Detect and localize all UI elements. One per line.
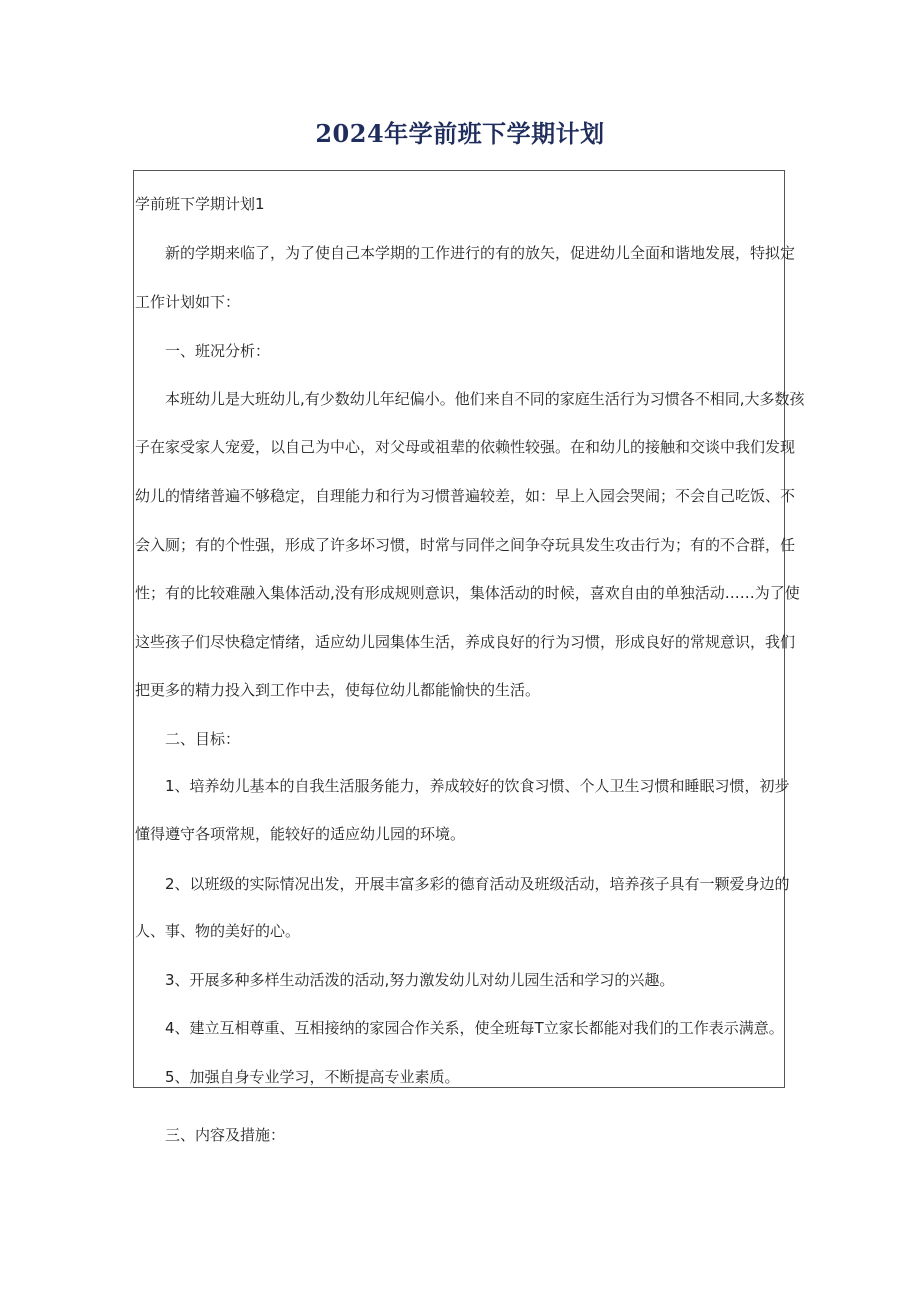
goal-4: 4、建立互相尊重、互相接纳的家园合作关系，使全班每T立家长都能对我们的工作表示满意。 <box>165 1019 784 1037</box>
goal-3: 3、开展多种多样生动活泼的活动,努力激发幼儿对幼儿园生活和学习的兴趣。 <box>165 971 675 989</box>
analysis-line-5: 性；有的比较难融入集体活动,没有形成规则意识，集体活动的时候，喜欢自由的单独活动……为了使 <box>135 584 800 602</box>
section-heading-goals: 二、目标： <box>165 730 241 748</box>
section-heading-class-analysis: 一、班况分析： <box>165 342 271 360</box>
analysis-line-7: 把更多的精力投入到工作中去，使每位幼儿都能愉快的生活。 <box>135 681 541 699</box>
analysis-line-1: 本班幼儿是大班幼儿,有少数幼儿年纪偏小。他们来自不同的家庭生活行为习惯各不相同,大多数孩 <box>165 390 805 408</box>
goal-2-line-1: 2、以班级的实际情况出发，开展丰富多彩的德育活动及班级活动，培养孩子具有一颗爱身边的 <box>165 875 790 893</box>
intro-line-1: 新的学期来临了，为了使自己本学期的工作进行的有的放矢，促进幼儿全面和谐地发展，特拟定 <box>165 244 796 262</box>
document-title: 2024年学前班下学期计划 <box>315 119 605 148</box>
intro-line-2: 工作计划如下： <box>135 293 241 311</box>
section-heading-measures: 三、内容及措施： <box>165 1126 286 1144</box>
goal-1-line-1: 1、培养幼儿基本的自我生活服务能力，养成较好的饮食习惯、个人卫生习惯和睡眠习惯，初步 <box>165 777 790 795</box>
analysis-line-4: 会入厕；有的个性强，形成了许多坏习惯，时常与同伴之间争夺玩具发生攻击行为；有的不合群，任 <box>135 536 796 554</box>
analysis-line-6: 这些孩子们尽快稳定情绪，适应幼儿园集体生活，养成良好的行为习惯，形成良好的常规意识，我们 <box>135 633 796 651</box>
analysis-line-3: 幼儿的情绪普遍不够稳定，自理能力和行为习惯普遍较差，如：早上入园会哭闹；不会自己吃饭、不 <box>135 487 796 505</box>
goal-2-line-2: 人、事、物的美好的心。 <box>135 922 301 940</box>
plan-subtitle: 学前班下学期计划1 <box>135 195 265 213</box>
goal-1-line-2: 懂得遵守各项常规，能较好的适应幼儿园的环境。 <box>135 825 466 843</box>
analysis-line-2: 子在家受家人宠爱，以自己为中心，对父母或祖辈的依赖性较强。在和幼儿的接触和交谈中我们发现 <box>135 438 796 456</box>
goal-5: 5、加强自身专业学习，不断提高专业素质。 <box>165 1068 460 1086</box>
